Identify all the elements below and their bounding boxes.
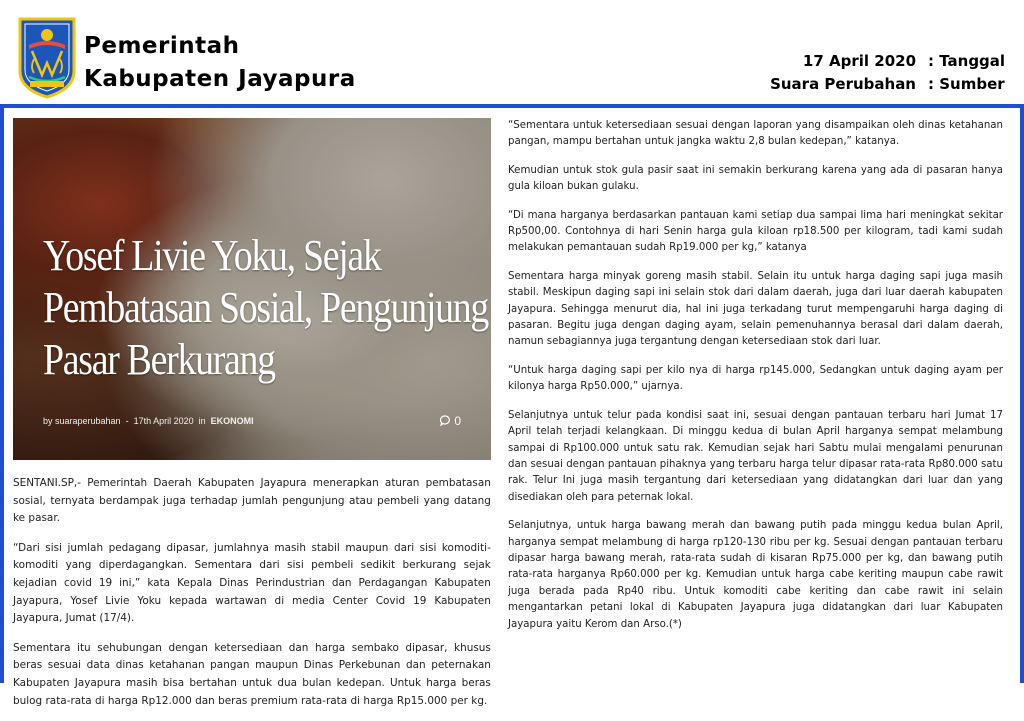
publish-date: 17th April 2020 (133, 416, 194, 426)
clipping-metadata (770, 50, 1006, 96)
article-body-right-column (508, 118, 1003, 645)
article-byline: by suaraperubahan - 17th April 2020 in EKONOMI (43, 416, 254, 426)
source-label: : Sumber (928, 75, 1005, 93)
article-paragraph: Selanjutnya untuk telur pada kondisi saat ini, sesuai dengan pantauan terbaru hari Jumat 17 April telah terjadi kelangkaan. Di minggu kedua di bulan April harganya sempat melambung sampai di Rp100.000 untuk satu rak. Kemudian sejak hari Sabtu mulai mengalami penurunan dan sesuai dengan pantauan pihaknya yang terbaru harga telur dipasar rata-rata Rp80.000 satu rak. Telur Ini juga masih tergantung dari ketersediaan yang didatangkan dari luar dan yang disediakan oleh para peternak lokal. (508, 409, 1003, 503)
article-paragraph: Sementara harga minyak goreng masih stabil. Selain itu untuk harga daging sapi juga masih stabil. Meskipun daging sapi ini selain stok dari dalam daerah, juga dari luar daerah kabupaten Jayapura. Sehingga menurut dia, hal ini juga terkadang turut mempengaruhi harga daging di pasaran. Begitu juga dengan daging ayam, selain pemenuhannya berasal dari dalam daerah, namun sebagiannya juga tergantung dengan ketersediaan stok dari luar. (508, 270, 1003, 348)
article-paragraph: SENTANI.SP,- Pemerintah Daerah Kabupaten Jayapura menerapkan aturan pembatasan sosial, ternyata berdampak juga terhadap jumlah pengunjung atau pembeli yang datang ke pasar. (13, 476, 491, 525)
article-title-line3: Pasar Berkurang (43, 335, 275, 384)
article-title-line2: Pembatasan Sosial, Pengunjung (43, 283, 489, 332)
date-label: : Tanggal (928, 52, 1006, 70)
regency-coat-of-arms-logo (16, 15, 78, 99)
organization-name-line2: Kabupaten Jayapura (84, 66, 356, 92)
article-title (43, 230, 489, 386)
date-value: 17 April 2020 (802, 52, 916, 70)
organization-name-line1: Pemerintah (84, 33, 240, 59)
date-row (770, 50, 1006, 73)
category-tag: EKONOMI (210, 416, 254, 426)
comment-count-value: 0 (454, 414, 461, 428)
article-paragraph: “Sementara untuk ketersediaan sesuai dengan laporan yang disampaikan oleh dinas ketahanan pangan, mampu bertahan untuk jangka waktu 2,8 bulan kedepan,” katanya. (508, 120, 1003, 148)
article-paragraph: “Untuk harga daging sapi per kilo nya di harga rp145.000, Sedangkan untuk daging ayam per kilonya harga Rp50.000,” ujarnya. (508, 364, 1003, 393)
article-title-line1: Yosef Livie Yoku, Sejak (43, 231, 381, 280)
source-row (770, 73, 1005, 96)
article-paragraph: Selanjutnya, untuk harga bawang merah dan bawang putih pada minggu kedua bulan April, harganya sempat melambung di harga rp120-130 ribu per kg. Sesuai dengan pantauan terbaru dipasar harga bawang merah, rata-rata sudah di kisaran Rp75.000 per kg, dan bawang putih rata-rata harganya Rp60.000 per kg. Kemudian untuk harga cabe keriting maupun cabe rawit juga berada pada Rp40 ribu. Untuk komoditi cabe keriting dan cabe rawit ini selain mengantarkan petani lokal di Kabupaten Jayapura juga didatangkan dari luar Kabupaten Jayapura yaitu Kerom dan Arso.(*) (508, 520, 1003, 630)
speech-bubble-icon (440, 415, 451, 426)
source-value: Suara Perubahan (770, 75, 916, 93)
article-paragraph: Sementara itu sehubungan dengan ketersediaan dan harga sembako dipasar, khusus beras sesuai data dinas ketahanan pangan maupun Dinas Perkebunan dan peternakan Kabupaten Jayapura masih bisa bertahan untuk dua bulan kedepan. Untuk harga beras bulog rata-rata di harga Rp12.000 dan beras premium rata-rata di harga Rp15.000 per kg. (13, 640, 491, 707)
organization-name (84, 30, 356, 96)
article-paragraph: Kemudian untuk stok gula pasir saat ini semakin berkurang karena yang ada di pasaran hanya gula kiloan bukan gulaku. (508, 164, 1003, 193)
article-paragraph: “Dari sisi jumlah pedagang dipasar, jumlahnya masih stabil maupun dari sisi komoditi-komoditi yang diperdagangkan. Sementara dari sisi pembeli sedikit berkurang sejak kejadian covid 19 ini,” kata Kepala Dinas Perindustrian dan Perdagangan Kabupaten Jayapura, Yosef Livie Yoku kepada wartawan di media Center Covid 19 Kabupaten Jayapura, Jumat (17/4). (13, 540, 491, 625)
author-name: by suaraperubahan (43, 416, 121, 426)
article-hero-image (13, 118, 491, 460)
comment-count (440, 414, 461, 428)
article-body-left-column (13, 474, 491, 721)
page-header (0, 0, 1024, 104)
article-paragraph: “Di mana harganya berdasarkan pantauan kami setiap dua sampai lima hari meningkat sekitar Rp500,00. Contohnya di hari Senin harga gula kiloan rp18.500 per kilogram, tadi kami sudah melakukan pemantauan sudah Rp19.000 per kg,” katanya (508, 209, 1003, 254)
